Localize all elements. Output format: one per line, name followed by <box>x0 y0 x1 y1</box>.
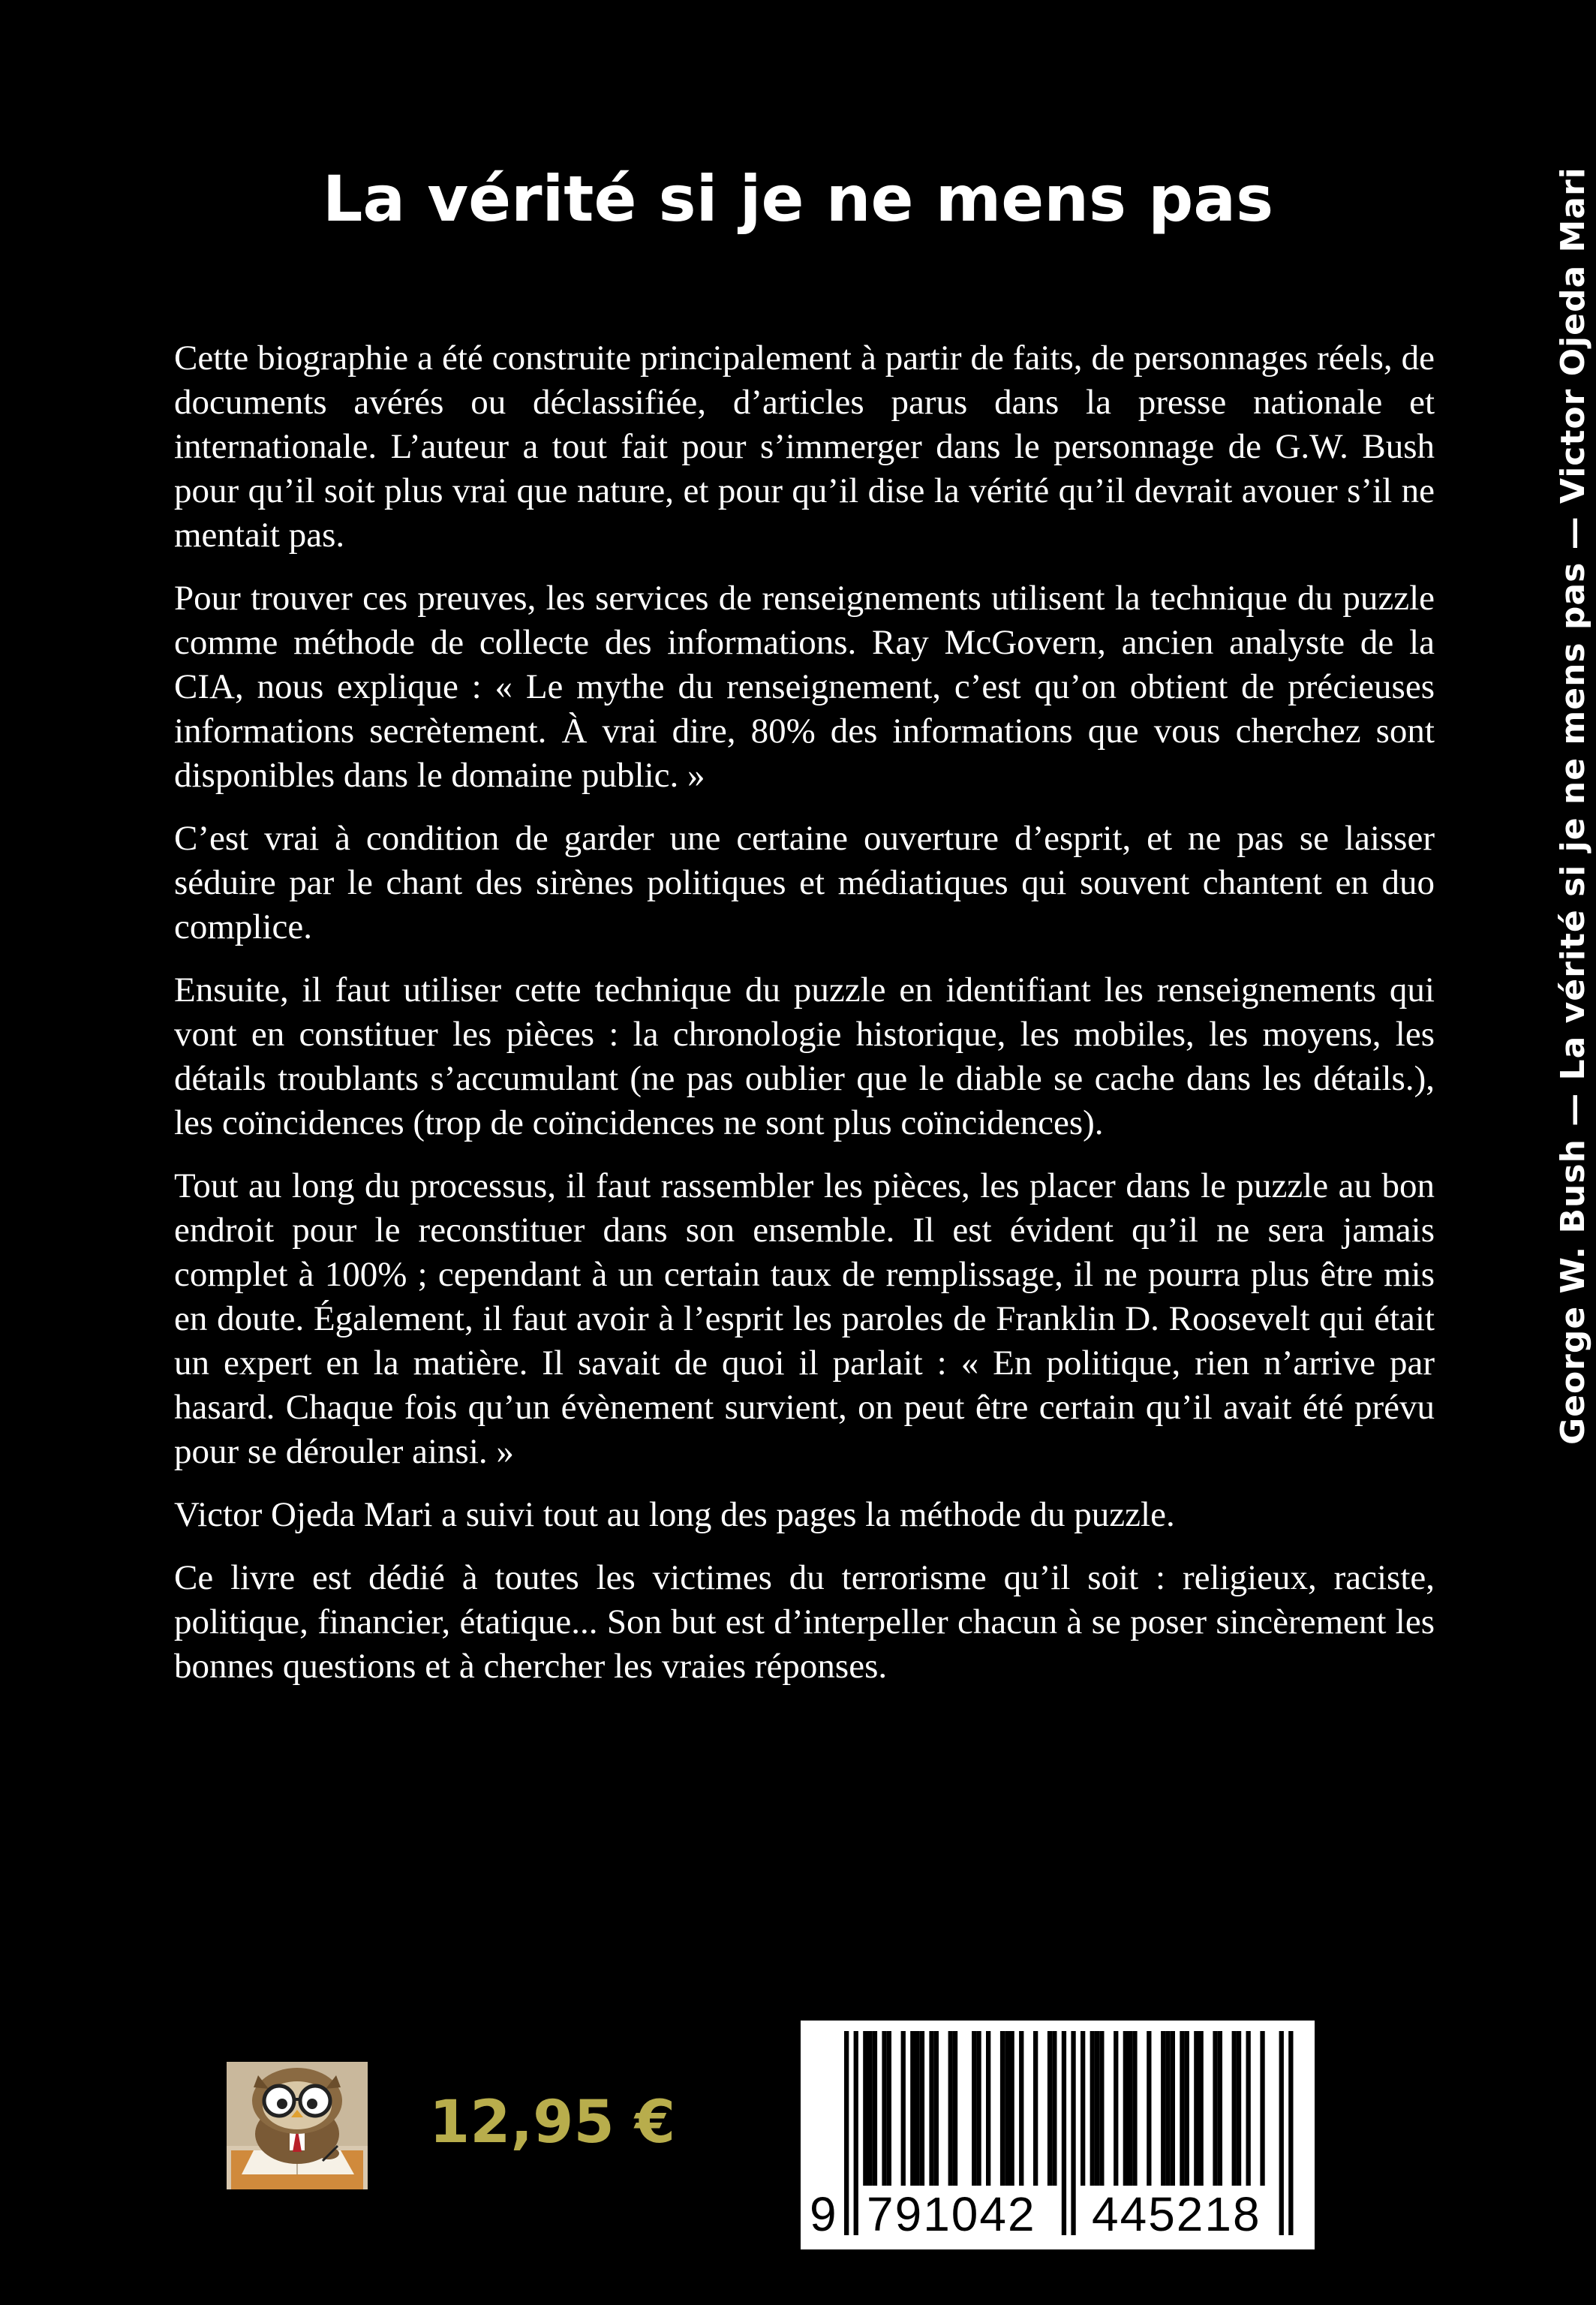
barcode-first-digit: 9 <box>810 2187 837 2241</box>
barcode-bar <box>1010 2031 1014 2186</box>
blurb-paragraph: Ce livre est dédié à toutes les victimes du terrorisme qu’il soit : religieux, raciste, politique, financier, étatique... Son but est d’interpeller chacun à se poser sincèrement les bonnes questions et à chercher les vraies réponses. <box>174 1558 1435 1686</box>
barcode-bar <box>1128 2031 1132 2186</box>
barcode-bar <box>882 2031 886 2186</box>
barcode-bar <box>1246 2031 1251 2186</box>
barcode-bar <box>1171 2031 1175 2186</box>
barcode-bar <box>1114 2031 1118 2186</box>
barcode-bar <box>1047 2031 1052 2186</box>
barcode-left-digits: 791042 <box>867 2187 1036 2241</box>
barcode-bar <box>887 2031 891 2186</box>
price-label: 12,95 € <box>429 2089 676 2156</box>
barcode-bar <box>1218 2031 1222 2186</box>
barcode-bar <box>901 2031 906 2186</box>
barcode-bar <box>1232 2031 1237 2186</box>
barcode-bar <box>863 2031 867 2186</box>
barcode-bar <box>854 2031 858 2235</box>
barcode-bar <box>868 2031 873 2186</box>
blurb-paragraph: Cette biographie a été construite principalement à partir de faits, de personnages réels, de documents avérés ou déclassifiée, d’articles parus dans la presse nationale et internationale. L’auteur a tout fait pour s’immerger dans le personnage de G.W. Bush pour qu’il soit plus vrai que nature, et pour qu’il dise la vérité qu’il devrait avouer s’il ne mentait pas. <box>174 339 1435 555</box>
blurb-paragraph: Tout au long du processus, il faut rassembler les pièces, les placer dans le puzzle au bon endroit pour le reconstituer dans son ensemble. Il est évident qu’il ne sera jamais complet à 100% ; cependant à un certain taux de remplissage, il ne pourra plus être mis en doute. Également, il faut avoir à l’esprit les paroles de Franklin D. Roosevelt qui était un expert en la matière. Il savait de quoi il parlait : « En politique, rien n’arrive par hasard. Chaque fois qu’un évènement survient, on peut être certain qu’il avait été prévu pour se dérouler ainsi. » <box>174 1166 1435 1471</box>
barcode-bar <box>1123 2031 1128 2186</box>
owl-reading-logo-icon <box>227 2062 368 2189</box>
barcode-bar <box>953 2031 957 2186</box>
barcode-bar <box>1095 2031 1099 2186</box>
barcode-bar <box>1165 2031 1170 2186</box>
barcode-bar <box>844 2031 849 2235</box>
barcode-bar <box>1185 2031 1189 2186</box>
barcode-bar <box>1062 2031 1066 2235</box>
barcode-bar <box>915 2031 920 2186</box>
barcode-bar <box>1099 2031 1104 2186</box>
barcode-bar <box>1180 2031 1184 2186</box>
barcode-right-digits: 445218 <box>1092 2187 1261 2241</box>
barcode-bar <box>920 2031 924 2186</box>
barcode-bar <box>1090 2031 1095 2186</box>
barcode-bar <box>873 2031 877 2186</box>
barcode-bar <box>1081 2031 1085 2186</box>
barcode-bar <box>910 2031 915 2186</box>
book-title: La vérité si je ne mens pas <box>322 162 1274 236</box>
barcode-bar <box>1161 2031 1165 2186</box>
barcode-bar <box>986 2031 990 2186</box>
barcode-bar <box>1260 2031 1264 2186</box>
isbn-barcode <box>801 2021 1315 2249</box>
barcode-bar <box>1005 2031 1009 2186</box>
blurb <box>174 336 1435 1708</box>
barcode-bar <box>1213 2031 1217 2186</box>
barcode-bar <box>1033 2031 1038 2186</box>
barcode-bar <box>972 2031 976 2186</box>
barcode-bar <box>1279 2031 1284 2235</box>
barcode-bar <box>948 2031 953 2186</box>
barcode-bar <box>1019 2031 1023 2186</box>
barcode-bar <box>1052 2031 1056 2186</box>
blurb-paragraph: Ensuite, il faut utiliser cette technique du puzzle en identifiant les renseignements qui vont en constituer les pièces : la chronologie historique, les mobiles, les moyens, les détails troublants s’accumulant (ne pas oublier que le diable se cache dans les détails.), les coïncidences (trop de coïncidences ne sont plus coïncidences). <box>174 970 1435 1142</box>
barcode-bar <box>1194 2031 1198 2186</box>
blurb-paragraph: C’est vrai à condition de garder une certaine ouverture d’esprit, et ne pas se laisser séduire par le chant des sirènes politiques et médiatiques qui souvent chantent en duo complice. <box>174 819 1435 946</box>
barcode-bar <box>1199 2031 1204 2186</box>
barcode-bar <box>929 2031 933 2186</box>
barcode-bar <box>1000 2031 1005 2186</box>
barcode-bar <box>1288 2031 1293 2235</box>
barcode-bar <box>1071 2031 1075 2235</box>
barcode-bar <box>1147 2031 1151 2186</box>
barcode-bar <box>976 2031 981 2186</box>
blurb-paragraph: Victor Ojeda Mari a suivi tout au long des pages la méthode du puzzle. <box>174 1495 1175 1534</box>
barcode-bar <box>934 2031 939 2186</box>
spine-text: George W. Bush — La vérité si je ne mens pas — Victor Ojeda Mari <box>1554 167 1592 1445</box>
barcode-bar <box>1237 2031 1241 2186</box>
blurb-paragraph: Pour trouver ces preuves, les services de renseignements utilisent la technique du puzzle comme méthode de collecte des informations. Ray McGovern, ancien analyste de la CIA, nous explique : « Le mythe du renseignement, c’est qu’on obtient de précieuses informations secrètement. À vrai dire, 80% des informations que vous cherchez sont disponibles dans le domaine public. » <box>174 579 1435 795</box>
barcode-bar <box>1132 2031 1137 2186</box>
